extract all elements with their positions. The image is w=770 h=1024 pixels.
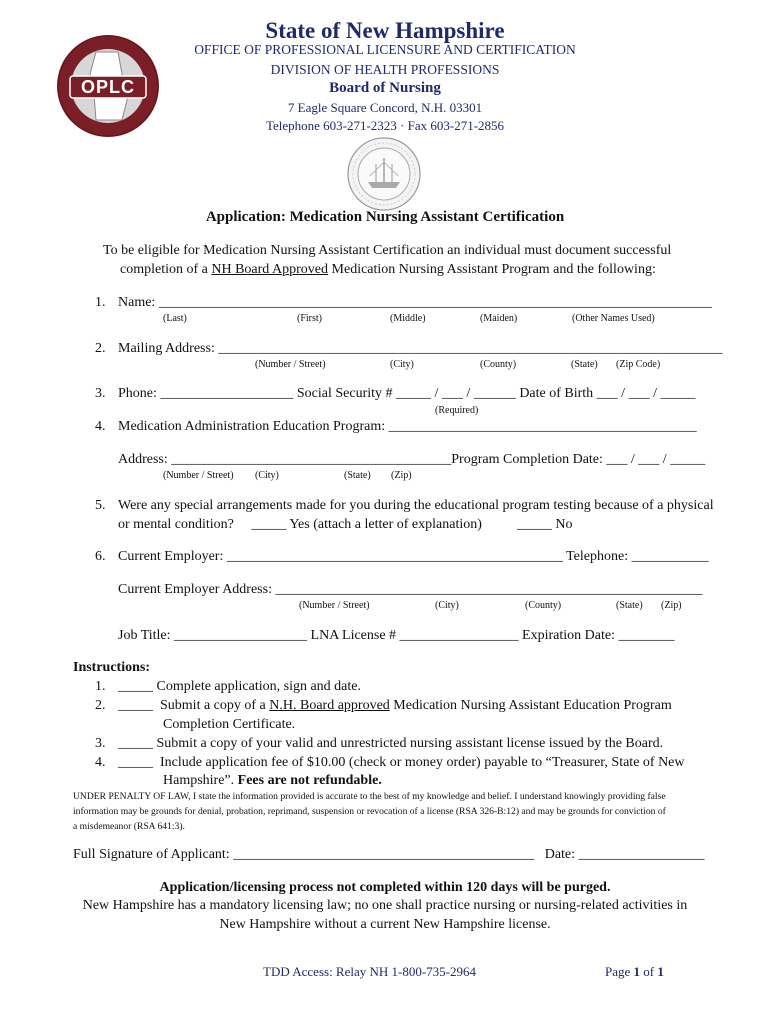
employer-sublabel-zip: (Zip)	[661, 600, 682, 611]
name-field[interactable]: Name: _______________________________________________________________________________	[118, 295, 712, 310]
instruction-2	[118, 698, 672, 714]
instructions-heading: Instructions:	[73, 660, 151, 675]
name-sublabel-other: (Other Names Used)	[572, 313, 655, 324]
legal-line-1: UNDER PENALTY OF LAW, I state the information provided is accurate to the best of my knowledge and belief. I understand knowingly providing false	[73, 791, 666, 802]
program-sublabel-state: (State)	[344, 470, 371, 481]
q6-number: 6.	[95, 549, 106, 564]
licensing-law-line-1: New Hampshire has a mandatory licensing law; no one shall practice nursing or nursing-related activities in	[82, 898, 688, 913]
page-title: State of New Hampshire	[265, 18, 505, 43]
instruction-2-pre: _____ Submit a copy of a	[118, 698, 270, 713]
intro-line-2	[120, 262, 656, 278]
current-employer-field[interactable]: Current Employer: ________________________________________________ Telephone: ___________	[118, 549, 709, 564]
mail-sublabel-county: (County)	[480, 359, 517, 370]
program-sublabel-city: (City)	[255, 470, 279, 481]
name-sublabel-middle: (Middle)	[390, 313, 426, 324]
instruction-3: _____ Submit a copy of your valid and unrestricted nursing assistant license issued by the Board.	[118, 736, 664, 751]
q3-number: 3.	[95, 386, 106, 401]
employer-sublabel-county: (County)	[525, 600, 562, 611]
mail-sublabel-state: (State)	[571, 359, 598, 370]
education-program-field[interactable]: Medication Administration Education Program: ____________________________________________	[118, 419, 697, 434]
intro-text-a: completion of a	[120, 262, 212, 277]
instruction-2-number: 2.	[95, 698, 106, 713]
employer-sublabel-state: (State)	[616, 600, 643, 611]
instruction-4-number: 4.	[95, 755, 106, 770]
intro-text-c: Medication Nursing Assistant Program and the following:	[328, 262, 656, 277]
nh-board-approved-text: NH Board Approved	[211, 262, 329, 277]
page-number	[605, 964, 664, 980]
licensing-law-line-2: New Hampshire without a current New Hampshire license.	[219, 917, 551, 932]
instruction-4: _____ Include application fee of $10.00 (check or money order) payable to “Treasurer, State of New	[118, 755, 685, 770]
q5-number: 5.	[95, 498, 106, 513]
legal-line-2: information may be grounds for denial, probation, reprimand, suspension or revocation of a license (RSA 326-B:12) and may be grounds for conviction of	[73, 806, 666, 817]
board-name: Board of Nursing	[329, 80, 441, 96]
page-of: of	[640, 964, 658, 979]
division-name: DIVISION OF HEALTH PROFESSIONS	[270, 62, 500, 77]
instruction-4-cont	[163, 773, 382, 789]
form-title: Application: Medication Nursing Assistant Certification	[205, 209, 565, 225]
fees-not-refundable: Fees are not refundable.	[237, 773, 382, 788]
office-address: 7 Eagle Square Concord, N.H. 03301	[287, 100, 483, 115]
job-title-license-field[interactable]: Job Title: ___________________ LNA License # _________________ Expiration Date: ________	[118, 628, 675, 643]
program-sublabel-zip: (Zip)	[391, 470, 412, 481]
office-phone: Telephone 603-271-2323 · Fax 603-271-2856	[265, 118, 505, 133]
q1-number: 1.	[95, 295, 106, 310]
name-sublabel-first: (First)	[297, 313, 322, 324]
name-sublabel-maiden: (Maiden)	[480, 313, 518, 324]
instruction-3-number: 3.	[95, 736, 106, 751]
mail-sublabel-zip: (Zip Code)	[616, 359, 661, 370]
mail-sublabel-street: (Number / Street)	[255, 359, 326, 370]
instruction-2-post: Medication Nursing Assistant Education Program	[389, 698, 672, 713]
mail-sublabel-city: (City)	[390, 359, 414, 370]
intro-line-1: To be eligible for Medication Nursing Assistant Certification an individual must document successful	[103, 243, 672, 258]
ssn-required-label: (Required)	[435, 405, 479, 416]
oplc-logo-text: OPLC	[80, 77, 135, 97]
page-label: Page	[605, 964, 634, 979]
mailing-address-field[interactable]: Mailing Address: ________________________________________________________________________	[118, 341, 723, 356]
employer-address-field[interactable]: Current Employer Address: _____________________________________________________________	[118, 582, 703, 597]
employer-sublabel-street: (Number / Street)	[299, 600, 370, 611]
program-sublabel-street: (Number / Street)	[163, 470, 234, 481]
tdd-access: TDD Access: Relay NH 1-800-735-2964	[263, 964, 477, 979]
instruction-1-number: 1.	[95, 679, 106, 694]
office-name: OFFICE OF PROFESSIONAL LICENSURE AND CERTIFICATION	[194, 42, 576, 57]
instruction-4-cont-a: Hampshire”.	[163, 773, 238, 788]
page-total: 1	[657, 964, 664, 979]
q2-number: 2.	[95, 341, 106, 356]
special-arrangements-question: Were any special arrangements made for you during the educational program testing because of a physical	[118, 498, 714, 513]
legal-line-3: a misdemeanor (RSA 641:3).	[73, 821, 185, 832]
special-arrangements-answer[interactable]: or mental condition? _____ Yes (attach a letter of explanation) _____ No	[118, 517, 573, 532]
name-sublabel-last: (Last)	[163, 313, 187, 324]
instruction-1: _____ Complete application, sign and date.	[118, 679, 362, 694]
nh-board-approved-link: N.H. Board approved	[269, 698, 390, 713]
employer-sublabel-city: (City)	[435, 600, 459, 611]
instruction-2-cont: Completion Certificate.	[163, 717, 296, 732]
purge-notice: Application/licensing process not completed within 120 days will be purged.	[159, 880, 611, 895]
signature-field[interactable]: Full Signature of Applicant: ___________________________________________ Date: __________________	[73, 847, 705, 862]
page-current: 1	[633, 964, 641, 979]
program-address-field[interactable]: Address: ________________________________________Program Completion Date: ___ / ___ / _____	[118, 452, 706, 467]
phone-ssn-dob-field[interactable]: Phone: ___________________ Social Security # _____ / ___ / ______ Date of Birth ___ / ___ / _____	[118, 386, 696, 401]
q4-number: 4.	[95, 419, 106, 434]
state-seal-icon	[346, 136, 422, 212]
